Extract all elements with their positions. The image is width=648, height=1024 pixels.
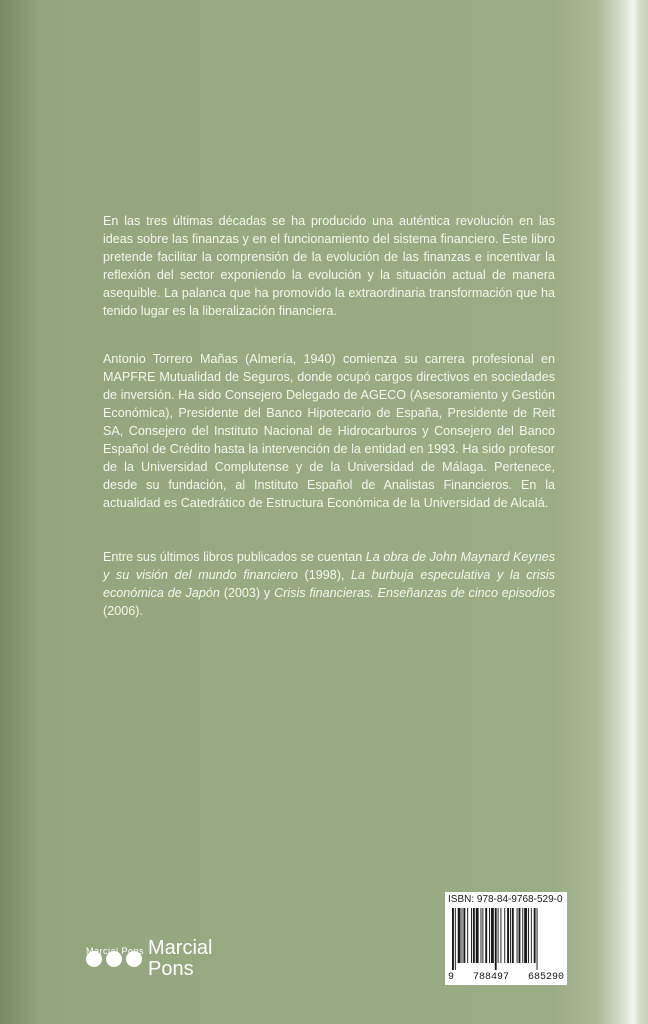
barcode-bars bbox=[448, 908, 564, 970]
barcode-bar bbox=[463, 908, 465, 963]
blurb-paragraph: En las tres últimas décadas se ha producido una auténtica revolución en las ideas sobre las finanzas y en el funcionamiento del sistema financiero. Este libro pretende facilitar la comprensión de la evolución de las finanzas e incentivar la reflexión del sector exponiendo la evolución y la situación actual de manera asequible. La palanca que ha promovido la extraordinaria transformación que ha tenido lugar es la liberalización financiera. bbox=[103, 214, 555, 318]
spine-shadow bbox=[0, 0, 40, 1024]
barcode-graphic bbox=[448, 908, 564, 970]
book-year-3: (2006). bbox=[103, 604, 143, 618]
barcode-bar bbox=[489, 908, 490, 963]
barcode-bar bbox=[482, 908, 483, 963]
barcode-bar bbox=[452, 908, 454, 970]
books-intro: Entre sus últimos libros publicados se cuentan bbox=[103, 550, 366, 564]
book-title-2: La burbuja especulativa y la crisis económica de Japón bbox=[103, 568, 556, 600]
barcode-bar bbox=[522, 908, 523, 963]
barcode-bar bbox=[528, 908, 529, 963]
barcode-bar bbox=[471, 908, 472, 963]
isbn-barcode bbox=[445, 892, 567, 985]
barcode-bar bbox=[510, 908, 511, 963]
barcode-bar bbox=[495, 908, 497, 970]
barcode-bar bbox=[455, 908, 456, 970]
barcode-bar bbox=[504, 908, 505, 963]
author-bio-paragraph: Antonio Torrero Mañas (Almería, 1940) comienza su carrera profesional en MAPFRE Mutualidad de Seguros, donde ocupó cargos directivos en sociedades de inversión. Ha sido Consejero Delegado de AGECO (Asesoramiento y Gestión Económica), Presidente del Banco Hipotecario de España, Presidente de Reit SA, Consejero del Instituto Nacional de Hidrocarburos y Consejero del Banco Español de Crédito hasta la intervención de la entidad en 1993. Ha sido profesor de la Universidad Complutense y de la Universidad de Málaga. Pertenece, desde su fundación, al Instituto Español de Analistas Financieros. En la actualidad es Catedrático de Estructura Económica de la Universidad de Alcalá. bbox=[103, 352, 555, 510]
publisher-name-line1: Marcial bbox=[148, 937, 213, 959]
isbn-label: ISBN: 978-84-9768-529-0 bbox=[448, 894, 563, 905]
barcode-bar bbox=[467, 908, 468, 963]
book-title-1: La obra de John Maynard Keynes y su visión del mundo financiero bbox=[103, 550, 555, 582]
book-title-3: Crisis financieras. Enseñanzas de cinco episodios bbox=[274, 586, 555, 600]
book-year-2: (2003) y bbox=[219, 586, 275, 600]
logo-overlay-text: Marcial Pons bbox=[86, 946, 145, 956]
book-year-1: (1998), bbox=[297, 568, 352, 582]
barcode-bar bbox=[485, 908, 487, 963]
barcode-digit-group-1: 788497 bbox=[472, 972, 509, 983]
author-books bbox=[103, 548, 555, 620]
barcode-bar bbox=[512, 908, 514, 963]
publisher-name-line2: Pons bbox=[148, 958, 194, 980]
book-blurb bbox=[103, 212, 555, 320]
barcode-bar bbox=[537, 908, 538, 970]
cover-edge-highlight bbox=[626, 0, 640, 1024]
author-bio bbox=[103, 350, 555, 512]
publisher-name bbox=[148, 938, 212, 980]
barcode-bar bbox=[500, 908, 501, 963]
barcode-bar bbox=[534, 908, 536, 963]
barcode-digits bbox=[448, 972, 564, 983]
barcode-bar bbox=[519, 908, 521, 963]
publisher-dots-icon bbox=[86, 946, 145, 967]
barcode-bar bbox=[473, 908, 475, 963]
barcode-bar bbox=[498, 908, 499, 963]
barcode-bar bbox=[507, 908, 509, 963]
barcode-digit-prefix: 9 bbox=[448, 972, 455, 983]
barcode-bar bbox=[462, 908, 463, 963]
barcode-bar bbox=[524, 908, 527, 963]
barcode-bar bbox=[517, 908, 518, 963]
barcode-bar bbox=[476, 908, 479, 963]
barcode-bar bbox=[491, 908, 494, 963]
barcode-bar bbox=[531, 908, 532, 963]
books-paragraph bbox=[103, 548, 555, 620]
barcode-bar bbox=[458, 908, 461, 963]
publisher-logo bbox=[86, 938, 212, 980]
barcode-bar bbox=[481, 908, 482, 963]
barcode-digit-group-2: 685290 bbox=[527, 972, 564, 983]
